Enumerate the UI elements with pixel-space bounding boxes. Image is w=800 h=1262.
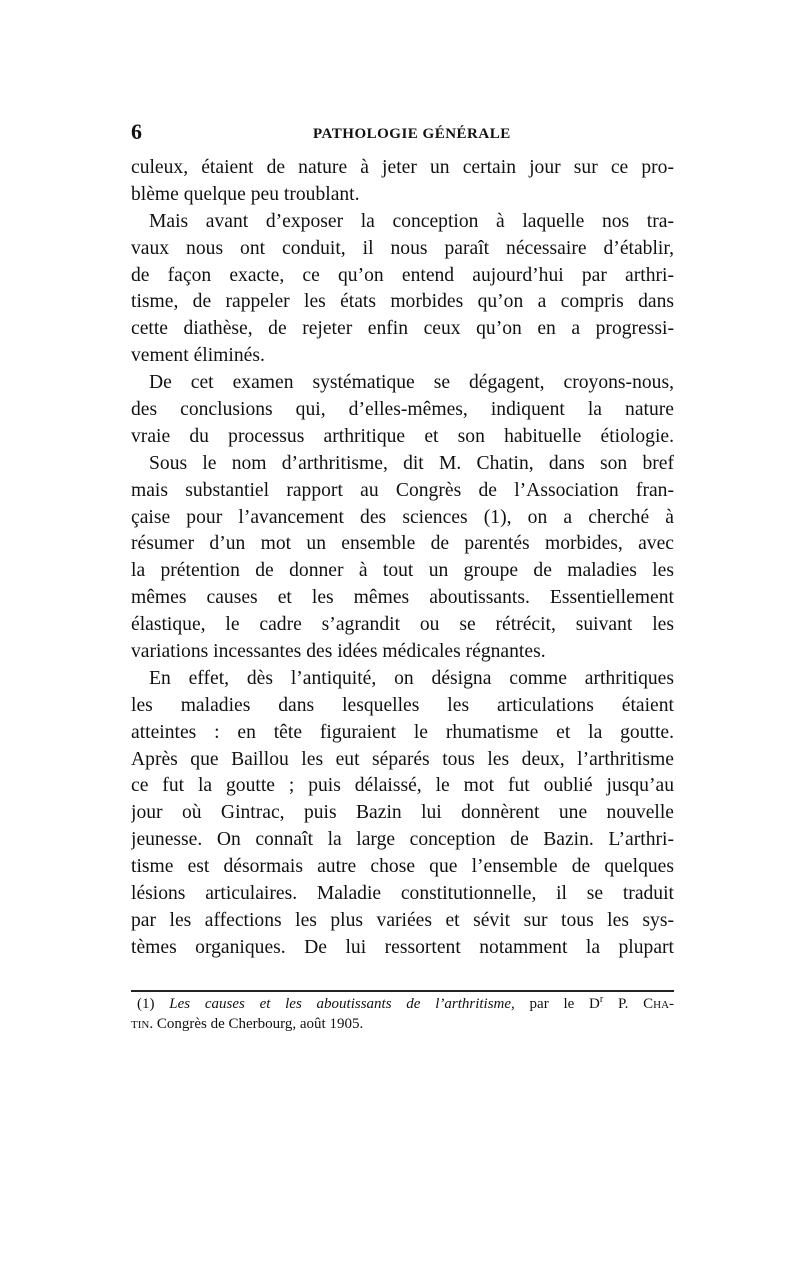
text-line: les maladies dans lesquelles les articulations étaient: [131, 694, 674, 716]
main-text: [131, 155, 674, 962]
text-line: vaux nous ont conduit, il nous paraît nécessaire d’établir,: [131, 237, 674, 259]
text-line: Après que Baillou les eut séparés tous les deux, l’arthritisme: [131, 748, 674, 770]
footnote-marker: (1): [137, 996, 155, 1012]
footnote-by: par le D: [529, 996, 600, 1012]
text-line: résumer d’un mot un ensemble de parentés morbides, avec: [131, 533, 674, 555]
text-line: tisme, de rappeler les états morbides qu’on a compris dans: [131, 291, 674, 313]
page-header: [131, 117, 674, 147]
text-line: mêmes causes et les mêmes aboutissants. Essentiellement: [131, 587, 674, 609]
text-line: blème quelque peu troublant.: [131, 183, 360, 205]
running-title: PATHOLOGIE GÉNÉRALE: [313, 126, 511, 142]
text-line: lésions articulaires. Maladie constitutionnelle, il se traduit: [131, 883, 674, 905]
text-line: ce fut la goutte ; puis délaissé, le mot fut oublié jusqu’au: [131, 775, 674, 797]
text-line: tèmes organiques. De lui ressortent notamment la plupart: [131, 936, 674, 958]
footnote: [131, 995, 674, 1034]
text-line: mais substantiel rapport au Congrès de l’Association fran-: [131, 479, 674, 501]
text-line: culeux, étaient de nature à jeter un certain jour sur ce pro-: [131, 157, 674, 178]
text-line: élastique, le cadre s’agrandit ou se rétrécit, suivant les: [131, 614, 674, 636]
footnote-cited-title: Les causes et les aboutissants de l’arthritisme,: [169, 996, 515, 1012]
text-line: par les affections les plus variées et sévit sur tous les sys-: [131, 909, 674, 931]
footnote-divider: [131, 990, 674, 992]
text-line: En effet, dès l’antiquité, on désigna comme arthritiques: [149, 667, 674, 689]
text-line: vraie du processus arthritique et son habituelle étiologie.: [131, 425, 674, 447]
page-number: 6: [131, 119, 142, 144]
text-line: cette diathèse, de rejeter enfin ceux qu’on en a progressi-: [131, 318, 674, 340]
footnote-source: Congrès de Cherbourg, août 1905.: [156, 1015, 364, 1032]
footnote-author-end: tin.: [131, 1015, 154, 1032]
text-line: De cet examen systématique se dégagent, croyons-nous,: [149, 372, 674, 394]
footnote-line: [131, 1015, 674, 1035]
text-line: variations incessantes des idées médicales régnantes.: [131, 641, 546, 663]
text-line: Sous le nom d’arthritisme, dit M. Chatin, dans son bref: [149, 452, 674, 474]
text-line: çaise pour l’avancement des sciences (1), on a cherché à: [131, 506, 674, 528]
text-line: Mais avant d’exposer la conception à laquelle nos tra-: [149, 210, 674, 232]
text-line: atteintes : en tête figuraient le rhumatisme et la goutte.: [131, 721, 674, 743]
text-line: des conclusions qui, d’elles-mêmes, indiquent la nature: [131, 399, 674, 421]
text-line: jour où Gintrac, puis Bazin lui donnèrent une nouvelle: [131, 802, 674, 824]
footnote-line: [131, 995, 674, 1015]
text-line: tisme est désormais autre chose que l’ensemble de quelques: [131, 856, 674, 878]
footnote-author: P. Cha-: [617, 996, 675, 1012]
footnote-superscript: r: [599, 994, 604, 1005]
text-line: jeunesse. On connaît la large conception de Bazin. L’arthri-: [131, 829, 674, 851]
text-line: la prétention de donner à tout un groupe de maladies les: [131, 560, 674, 582]
text-line: de façon exacte, ce qu’on entend aujourd’hui par arthri-: [131, 264, 674, 286]
text-line: vement éliminés.: [131, 345, 265, 367]
